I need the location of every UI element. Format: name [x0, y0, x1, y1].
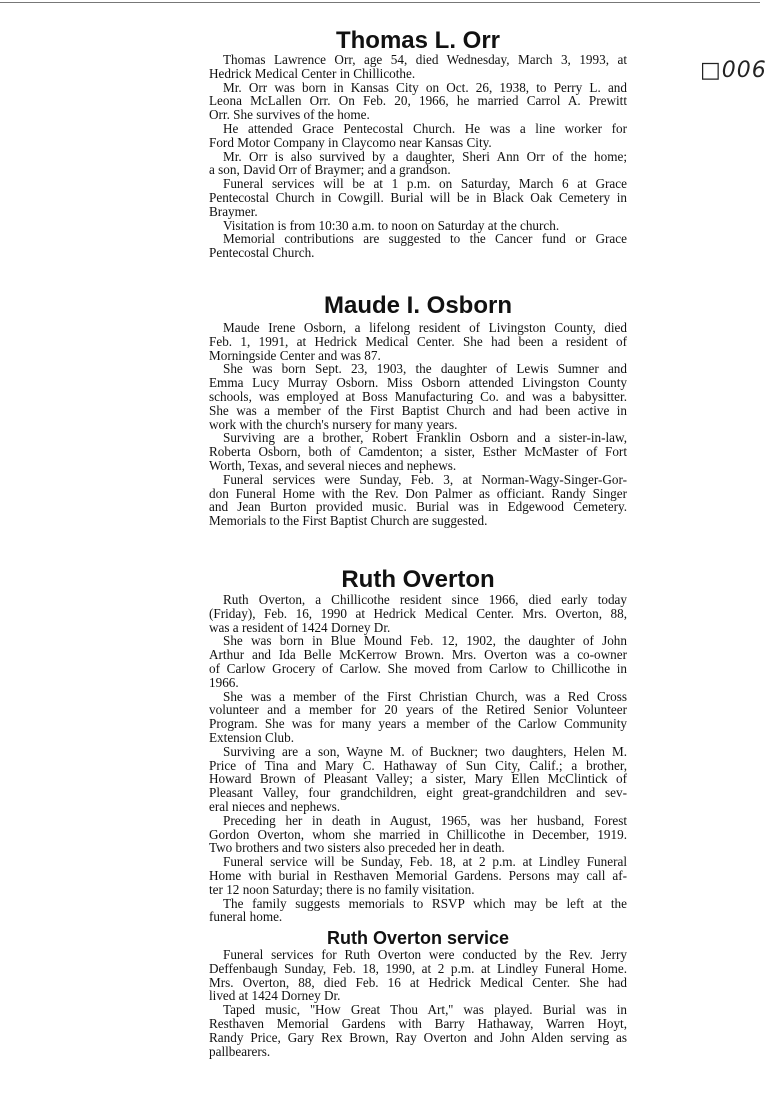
text-line: Home with burial in Resthaven Memorial Gardens. Persons may call af-	[209, 867, 627, 883]
text-line: Morningside Center and was 87.	[209, 347, 381, 363]
text-line: Hedrick Medical Center in Chillicothe.	[209, 65, 416, 81]
text-line: Deffenbaugh Sunday, Feb. 18, 1990, at 2 p.m. at Lindley Funeral Home.	[209, 960, 627, 976]
text-line: pallbearers.	[209, 1043, 271, 1059]
text-line: ter 12 noon Saturday; there is no family visitation.	[209, 881, 475, 897]
text-line: (Friday), Feb. 16, 1990 at Hedrick Medical Center. Mrs. Overton, 88,	[209, 605, 627, 621]
text-line: Ruth Overton, a Chillicothe resident since 1966, died early today	[223, 592, 627, 607]
text-line: Visitation is from 10:30 a.m. to noon on Saturday at the church.	[223, 217, 560, 233]
text-line: eral nieces and nephews.	[209, 798, 341, 814]
text-line: Ford Motor Company in Claycomo near Kansas City.	[209, 134, 492, 150]
text-line: The family suggests memorials to RSVP which may be left at the	[223, 895, 627, 911]
text-line: Memorials to the First Baptist Church are suggested.	[209, 513, 488, 529]
paragraph	[209, 122, 627, 150]
text-line: don Funeral Home with the Rev. Don Palmer as officiant. Randy Singer	[209, 485, 627, 501]
paragraph	[209, 634, 627, 689]
paragraph	[209, 814, 627, 855]
text-line: Extension Club.	[209, 729, 294, 745]
text-line: 1966.	[209, 674, 239, 690]
paragraph	[209, 81, 627, 122]
text-line: Funeral services will be at 1 p.m. on Saturday, March 6 at Grace	[223, 176, 627, 192]
text-line: Emma Lucy Murray Osborn. Miss Osborn attended Livingston County	[209, 375, 627, 391]
text-line: Surviving are a brother, Robert Franklin Osborn and a sister-in-law,	[223, 430, 627, 446]
paragraph	[209, 948, 627, 1003]
text-line: Funeral services were Sunday, Feb. 3, at Norman-Wagy-Singer-Gor-	[223, 471, 627, 487]
paragraph	[209, 897, 627, 925]
text-line: Orr. She survives of the home.	[209, 107, 370, 123]
text-line: She was a member of the First Christian Church, was a Red Cross	[223, 688, 627, 704]
paragraph	[209, 321, 627, 362]
obituary-title: Thomas L. Orr	[335, 27, 501, 54]
obituary-title: Maude I. Osborn	[323, 292, 512, 319]
text-line: of Carlow Grocery of Carlow. She moved from Carlow to Chillicothe in	[209, 660, 627, 676]
paragraph	[209, 431, 627, 472]
obituary-body	[209, 593, 627, 924]
text-line: Funeral services for Ruth Overton were conducted by the Rev. Jerry	[223, 947, 627, 962]
text-line: Thomas Lawrence Orr, age 54, died Wednesday, March 3, 1993, at	[223, 52, 627, 67]
text-line: and Jean Burton provided music. Burial was in Edgewood Cemetery.	[209, 499, 627, 515]
obituary-body	[209, 948, 627, 1058]
text-line: Memorial contributions are suggested to the Cancer fund or Grace	[223, 231, 627, 247]
text-line: Mrs. Overton, 88, died Feb. 16 at Hedrick Medical Center. She had	[209, 974, 627, 990]
text-line: Worth, Texas, and several nieces and nephews.	[209, 457, 457, 473]
text-line: Braymer.	[209, 203, 258, 219]
paragraph	[209, 473, 627, 528]
paragraph	[209, 745, 627, 814]
text-line: Funeral service will be Sunday, Feb. 18, at 2 p.m. at Lindley Funeral	[223, 854, 627, 870]
paragraph	[209, 1003, 627, 1058]
text-line: Pentecostal Church in Cowgill. Burial will be in Black Oak Cemetery in	[209, 189, 627, 205]
paragraph	[209, 150, 627, 178]
text-line: lived at 1424 Dorney Dr.	[209, 988, 341, 1004]
paragraph	[209, 593, 627, 634]
text-line: schools, was employed at Boss Manufacturing Co. and was a babysitter.	[209, 388, 627, 404]
text-line: He attended Grace Pentecostal Church. He was a line worker for	[223, 120, 627, 136]
paragraph	[209, 177, 627, 218]
text-line: Pentecostal Church.	[209, 245, 315, 261]
text-line: Resthaven Memorial Gardens with Barry Hathaway, Warren Hoyt,	[209, 1015, 627, 1031]
text-line: Feb. 1, 1991, at Hedrick Medical Center. She had been a resident of	[209, 333, 627, 349]
text-line: Surviving are a son, Wayne M. of Buckner; two daughters, Helen M.	[223, 743, 627, 759]
text-line: was a resident of 1424 Dorney Dr.	[209, 619, 391, 635]
text-line: She was a member of the First Baptist Church and had been active in	[209, 402, 627, 418]
text-line: Mr. Orr is also survived by a daughter, Sheri Ann Orr of the home;	[223, 148, 627, 164]
text-line: She was born Sept. 23, 1903, the daughter of Lewis Sumner and	[223, 361, 627, 377]
page-top-border	[0, 2, 760, 3]
paragraph	[209, 219, 627, 233]
text-line: Roberta Osborn, both of Camdenton; a sister, Esther McMaster of Fort	[209, 444, 627, 460]
text-line: Preceding her in death in August, 1965, was her husband, Forest	[223, 812, 627, 828]
paragraph	[209, 362, 627, 431]
text-line: Howard Brown of Pleasant Valley; a sister, Mary Ellen McClintick of	[209, 771, 627, 787]
obituary-title: Ruth Overton	[341, 566, 495, 593]
text-line: Randy Price, Gary Rex Brown, Ray Overton and John Alden serving as	[209, 1029, 627, 1045]
paragraph	[209, 690, 627, 745]
text-line: funeral home.	[209, 909, 283, 925]
text-line: Taped music, ''How Great Thou Art,'' was played. Burial was in	[223, 1002, 627, 1018]
text-line: volunteer and a member for 20 years of the Retired Senior Volunteer	[209, 702, 627, 718]
obituary-body	[209, 321, 627, 528]
handwritten-page-number: □006	[700, 58, 767, 83]
text-line: Gordon Overton, whom she married in Chillicothe in December, 1919.	[209, 826, 627, 842]
text-line: Arthur and Ida Belle McKerrow Brown. Mrs. Overton was a co-owner	[209, 647, 627, 663]
obituary-title: Ruth Overton service	[326, 928, 510, 948]
text-line: work with the church's nursery for many years.	[209, 416, 458, 432]
text-line: a son, David Orr of Braymer; and a grandson.	[209, 162, 451, 178]
text-line: Maude Irene Osborn, a lifelong resident of Livingston County, died	[223, 320, 627, 335]
paragraph	[209, 232, 627, 260]
text-line: She was born in Blue Mound Feb. 12, 1902, the daughter of John	[223, 633, 627, 649]
text-line: Leona McLallen Orr. On Feb. 20, 1966, he married Carrol A. Prewitt	[209, 93, 627, 109]
text-line: Mr. Orr was born in Kansas City on Oct. 26, 1938, to Perry L. and	[223, 79, 627, 95]
paragraph	[209, 855, 627, 896]
text-line: Program. She was for many years a member of the Carlow Community	[209, 716, 627, 732]
paragraph	[209, 53, 627, 81]
obituary-body	[209, 53, 627, 260]
text-line: Pleasant Valley, four grandchildren, eight great-grandchildren and sev-	[209, 785, 627, 801]
text-line: Two brothers and two sisters also preceded her in death.	[209, 840, 505, 856]
text-line: Price of Tina and Mary C. Hathaway of Sun City, Calif.; a brother,	[209, 757, 627, 773]
